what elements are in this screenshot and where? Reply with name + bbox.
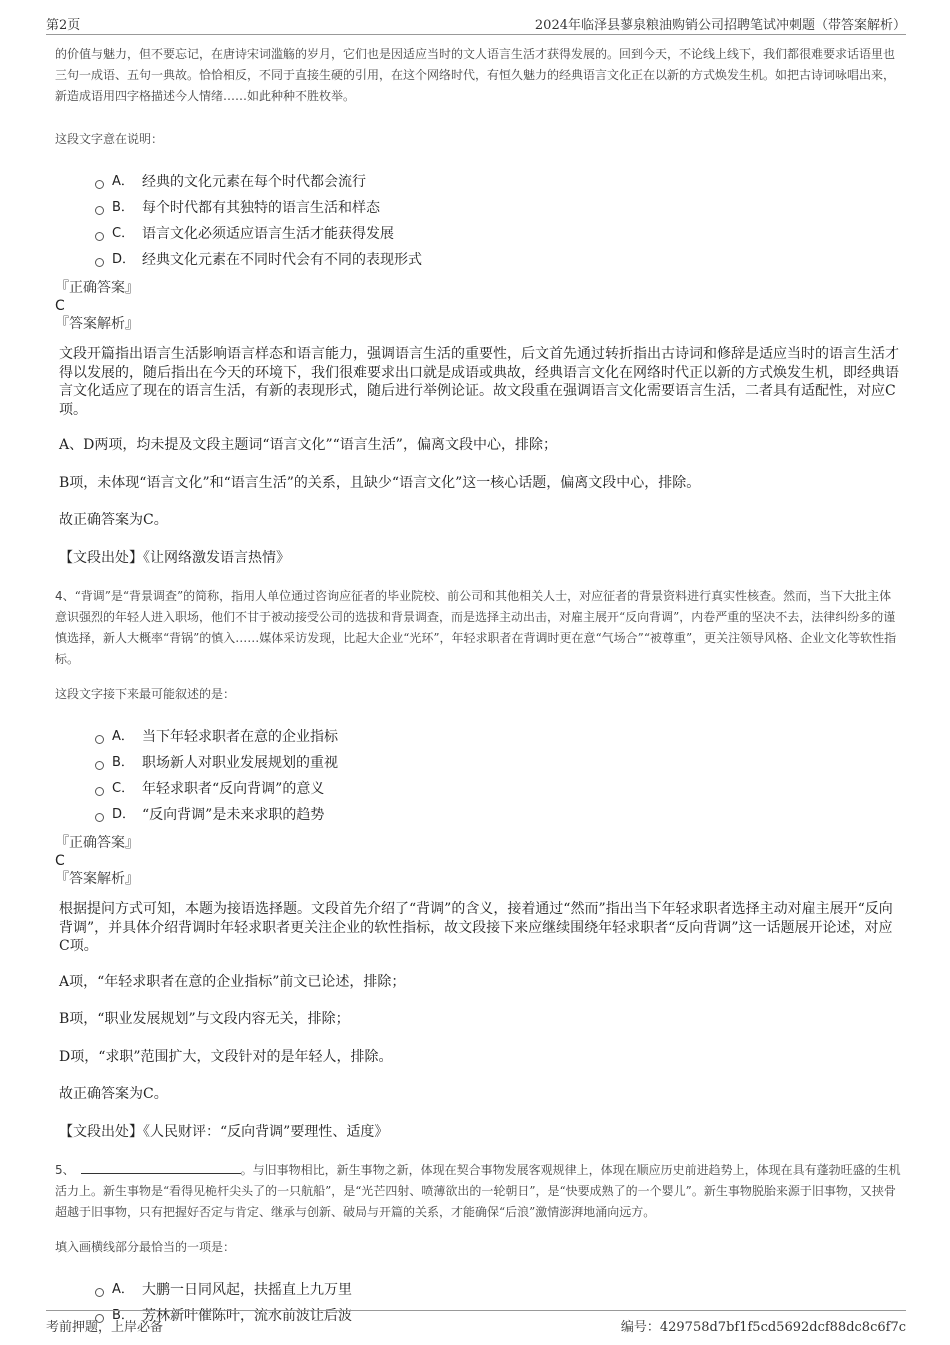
radio-icon[interactable] <box>95 813 104 822</box>
q4-answer: C <box>55 853 65 869</box>
radio-icon[interactable] <box>95 761 104 770</box>
radio-icon[interactable] <box>95 180 104 189</box>
q5-passage: 5、 。与旧事物相比，新生事物之新，体现在契合事物发展客观规律上，体现在顺应历史前进趋势上，体现在具有蓬勃旺盛的生机活力上。新生事物是“看得见桅杆尖头了的一只航船”，是“光芒四射、喷薄欲出的一轮朝日”，是“快要成熟了的一个婴儿”。新生事物脱胎来源于旧事物，又挟骨超越于旧事物，只有把握好否定与肯定、继承与创新、破局与开篇的关系，才能确保“后浪”激情澎湃地涌向远方。 <box>55 1163 901 1219</box>
q3-analysis-para: B项，未体现“语言文化”和“语言生活”的关系，且缺少“语言文化”这一核心话题，偏离文段中心，排除。 <box>59 474 701 491</box>
radio-icon[interactable] <box>95 258 104 267</box>
footer-slogan: 考前押题，上岸必备 <box>46 1320 164 1335</box>
q3-passage: 的价值与魅力，但不要忘记，在唐诗宋词滥觞的岁月，它们也是因适应当时的文人语言生活才获得发展的。回到今天，不论线上线下，我们都很难要求话语里也三句一成语、五句一典故。恰恰相反，不同于直接生硬的引用，在这个网络时代，有恒久魅力的经典语言文化正在以新的方式焕发生机。如把古诗词咏唱出来，新造成语用四字格描述今人情绪……如此种种不胜枚举。 <box>55 47 896 103</box>
q3-options <box>95 169 902 273</box>
q3-option-d[interactable]: D． 经典文化元素在不同时代会有不同的表现形式 <box>95 247 902 273</box>
q4-analysis-para: 根据提问方式可知，本题为接语选择题。文段首先介绍了“背调”的含义，接着通过“然而”指出当下年轻求职者选择主动对雇主展开“反向背调”，并具体介绍背调时年轻求职者更关注企业的软性指标，故文段接下来应继续围绕年轻求职者“反向背调”这一话题展开论述，对应C项。 <box>59 901 893 954</box>
radio-icon[interactable] <box>95 735 104 744</box>
page-footer <box>46 1310 906 1345</box>
document-title: 2024年临泽县蓼泉粮油购销公司招聘笔试冲刺题（带答案解析） <box>534 18 906 33</box>
q4-prompt: 这段文字接下来最可能叙述的是： <box>55 687 236 701</box>
page-content <box>55 44 902 1335</box>
q4-analysis-para: 故正确答案为C。 <box>59 1086 168 1102</box>
radio-icon[interactable] <box>95 787 104 796</box>
q4-source: 【文段出处】《人民财评：“反向背调”要理性、适度》 <box>59 1123 389 1140</box>
page-header <box>46 0 906 35</box>
q4-analysis-para: D项，“求职”范围扩大，文段针对的是年轻人，排除。 <box>59 1048 393 1065</box>
q4-option-a[interactable]: A． 当下年轻求职者在意的企业指标 <box>95 724 902 750</box>
page-number: 第2页 <box>46 18 81 33</box>
q3-prompt: 这段文字意在说明： <box>55 132 164 146</box>
q3-analysis <box>59 345 902 567</box>
q3-source: 【文段出处】《让网络激发语言热情》 <box>59 549 290 566</box>
q4-option-c[interactable]: C． 年轻求职者“反向背调”的意义 <box>95 776 902 802</box>
radio-icon[interactable] <box>95 232 104 241</box>
q3-analysis-para: 故正确答案为C。 <box>59 512 168 528</box>
radio-icon[interactable] <box>95 206 104 215</box>
q4-analysis-label: 『答案解析』 <box>55 871 139 887</box>
q3-analysis-para: 文段开篇指出语言生活影响语言样态和语言能力，强调语言生活的重要性，后文首先通过转折指出古诗词和修辞是适应当时的语言生活才得以发展的，随后指出在今天的环境下，我们很难要求出口就是成语或典故，经典语言文化在网络时代正以新的方式焕发生机，即经典语言文化适应了现在的语言生活，有新的表现形式，随后进行举例论证。故文段重在强调语言文化需要语言生活，二者具有适配性，对应C项。 <box>59 346 899 418</box>
q3-answer: C <box>55 298 65 314</box>
radio-icon[interactable] <box>95 1288 104 1297</box>
q5-option-a[interactable]: A． 大鹏一日同风起，扶摇直上九万里 <box>95 1277 902 1303</box>
q4-option-b[interactable]: B． 职场新人对职业发展规划的重视 <box>95 750 902 776</box>
q4-analysis <box>59 900 902 1141</box>
q4-analysis-para: B项，“职业发展规划”与文段内容无关，排除； <box>59 1011 350 1027</box>
q4-answer-label: 『正确答案』 <box>55 835 139 851</box>
fill-blank <box>81 1161 241 1174</box>
q5-prompt: 填入画横线部分最恰当的一项是： <box>55 1240 236 1254</box>
q5-option-b[interactable]: B． 芳林新叶催陈叶，流水前波让后波 <box>95 1303 902 1329</box>
q4-passage: 4、“背调”是“背景调查”的简称，指用人单位通过咨询应征者的毕业院校、前公司和其他相关人士，对应征者的背景资料进行真实性核查。然而，当下大批主体意识强烈的年轻人进入职场，他们不甘于被动接受公司的选拔和背景调查，而是选择主动出击，对雇主展开“反向背调”，内卷严重的坚决不去，法律纠纷多的谨慎选择，新人大概率“背锅”的慎入……媒体采访发现，比起大企业“光环”，年轻求职者在背调时更在意“气场合”“被尊重”，更关注领导风格、企业文化等软性指标。 <box>55 589 897 666</box>
q4-options <box>95 724 902 828</box>
q3-option-b[interactable]: B． 每个时代都有其独特的语言生活和样态 <box>95 195 902 221</box>
q3-analysis-para: A、D两项，均未提及文段主题词“语言文化”“语言生活”，偏离文段中心，排除； <box>59 437 557 453</box>
q3-answer-label: 『正确答案』 <box>55 280 139 296</box>
q3-analysis-label: 『答案解析』 <box>55 316 139 332</box>
document-id: 编号：429758d7bf1f5cd5692dcf88dc8c6f7c <box>620 1320 906 1335</box>
q3-option-c[interactable]: C． 语言文化必须适应语言生活才能获得发展 <box>95 221 902 247</box>
q4-option-d[interactable]: D． “反向背调”是未来求职的趋势 <box>95 802 902 828</box>
q4-analysis-para: A项，“年轻求职者在意的企业指标”前文已论述，排除； <box>59 973 406 990</box>
q3-option-a[interactable]: A． 经典的文化元素在每个时代都会流行 <box>95 169 902 195</box>
